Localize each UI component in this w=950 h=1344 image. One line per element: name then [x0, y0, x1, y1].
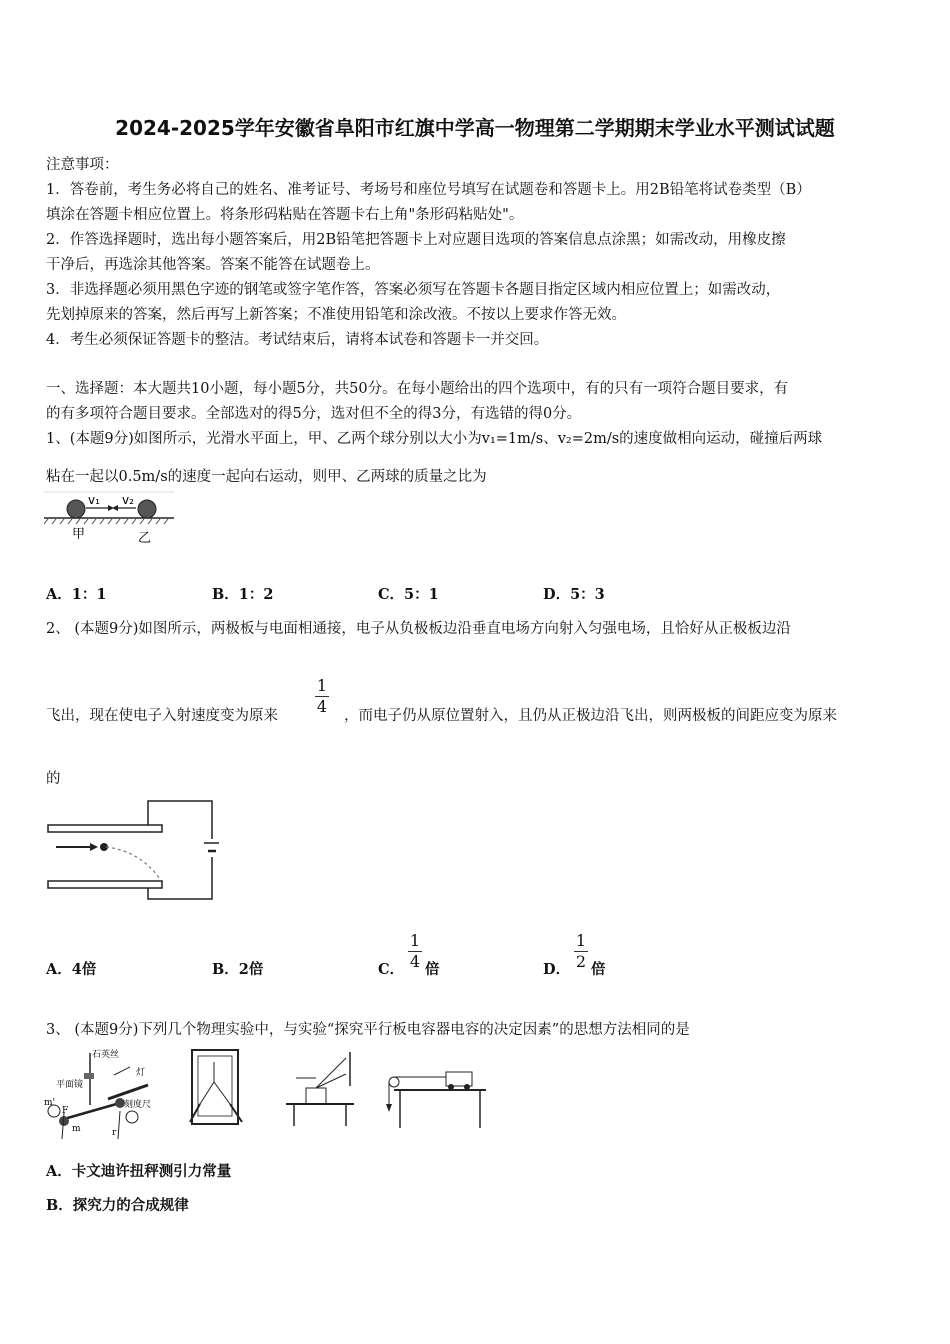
notice-line: 4．考生必须保证答题卡的整洁。考试结束后，请将本试卷和答题卡一并交回。: [46, 332, 549, 348]
v1-label: v₁: [88, 493, 100, 507]
question-2-text: 的: [46, 771, 61, 787]
option-d-label: D．: [543, 961, 571, 978]
quartz-label: 石英丝: [92, 1050, 120, 1060]
option-c: C．5：1: [378, 586, 439, 603]
option-a: A．卡文迪许扭秤测引力常量: [46, 1163, 232, 1180]
mirror-label: 平面镜: [56, 1080, 84, 1090]
section-intro: 的有多项符合题目要求。全部选对的得5分，选对但不全的得3分，有选错的得0分。: [46, 406, 582, 422]
option-a: A．1：1: [46, 586, 107, 603]
option-c-suffix: 倍: [425, 961, 440, 978]
ball-a-label: 甲: [72, 527, 86, 542]
option-c-fraction: 1 4: [409, 931, 421, 971]
m-prime-label: m': [44, 1098, 56, 1108]
ball-b-label: 乙: [138, 531, 152, 546]
option-b: B．探究力的合成规律: [46, 1197, 189, 1214]
force-board-figure: [186, 1048, 246, 1130]
notice-line: 2．作答选择题时，选出每小题答案后，用2B铅笔把答题卡上对应题目选项的答案信息点涂黑；如需改动，用橡皮擦: [46, 232, 786, 248]
lamp-label: 灯: [136, 1068, 146, 1078]
notice-line: 干净后，再选涂其他答案。答案不能答在试题卷上。: [46, 257, 380, 273]
question-2-text: ，而电子仍从原位置射入，且仍从正极边沿飞出，则两极板的间距应变为原来: [344, 708, 837, 724]
option-b: B．1：2: [212, 586, 274, 603]
question-3-text: 3、 (本题9分)下列几个物理实验中，与实验“探究平行板电容器电容的决定因素”的思想方法相同的是: [46, 1022, 690, 1038]
m-label: m: [72, 1124, 81, 1134]
question-1-text: 1、(本题9分)如图所示，光滑水平面上，甲、乙两个球分别以大小为v₁=1m/s、v₂=2m/s的速度做相向运动，碰撞后两球: [46, 431, 823, 447]
option-a: A．4倍: [46, 961, 97, 978]
collision-figure: [44, 488, 179, 550]
question-2-text: 2、 (本题9分)如图所示，两极板与电面相通接，电子从负极板边沿垂直电场方向射入匀强电场，且恰好从正极板边沿: [46, 621, 791, 637]
torsion-balance-figure: [44, 1045, 164, 1145]
r-label: r: [112, 1128, 117, 1138]
question-1-text: 粘在一起以0.5m/s的速度一起向右运动，则甲、乙两球的质量之比为: [46, 469, 487, 485]
f-label: F: [62, 1106, 69, 1116]
fraction-one-quarter: 1 4: [316, 676, 328, 716]
question-2-text: 飞出，现在使电子入射速度变为原来: [46, 708, 278, 724]
notice-line: 1．答卷前，考生务必将自己的姓名、准考证号、考场号和座位号填写在试题卷和答题卡上。用2B铅笔将试卷类型（B）: [46, 182, 811, 198]
notice-line: 填涂在答题卡相应位置上。将条形码粘贴在答题卡右上角"条形码粘贴处"。: [46, 207, 524, 223]
page-title: 2024-2025学年安徽省阜阳市红旗中学高一物理第二学期期末学业水平测试试题: [115, 116, 835, 140]
capacitor-figure: [44, 795, 219, 900]
scale-label: 刻度尺: [124, 1100, 152, 1110]
notice-heading: 注意事项：: [46, 157, 119, 173]
v2-label: v₂: [122, 493, 134, 507]
option-c-label: C．: [378, 961, 405, 978]
table-apparatus-figure: [286, 1048, 358, 1128]
section-intro: 一、选择题：本大题共10小题，每小题5分，共50分。在每小题给出的四个选项中，有的只有一项符合题目要求，有: [46, 381, 789, 397]
option-d: D．5：3: [543, 586, 605, 603]
option-d-fraction: 1 2: [575, 931, 587, 971]
cart-pulley-figure: [386, 1060, 488, 1130]
option-b: B．2倍: [212, 961, 264, 978]
option-d-suffix: 倍: [591, 961, 606, 978]
notice-line: 3．非选择题必须用黑色字迹的钢笔或签字笔作答，答案必须写在答题卡各题目指定区域内相应位置上；如需改动，: [46, 282, 781, 298]
notice-line: 先划掉原来的答案，然后再写上新答案；不准使用铅笔和涂改液。不按以上要求作答无效。: [46, 307, 626, 323]
